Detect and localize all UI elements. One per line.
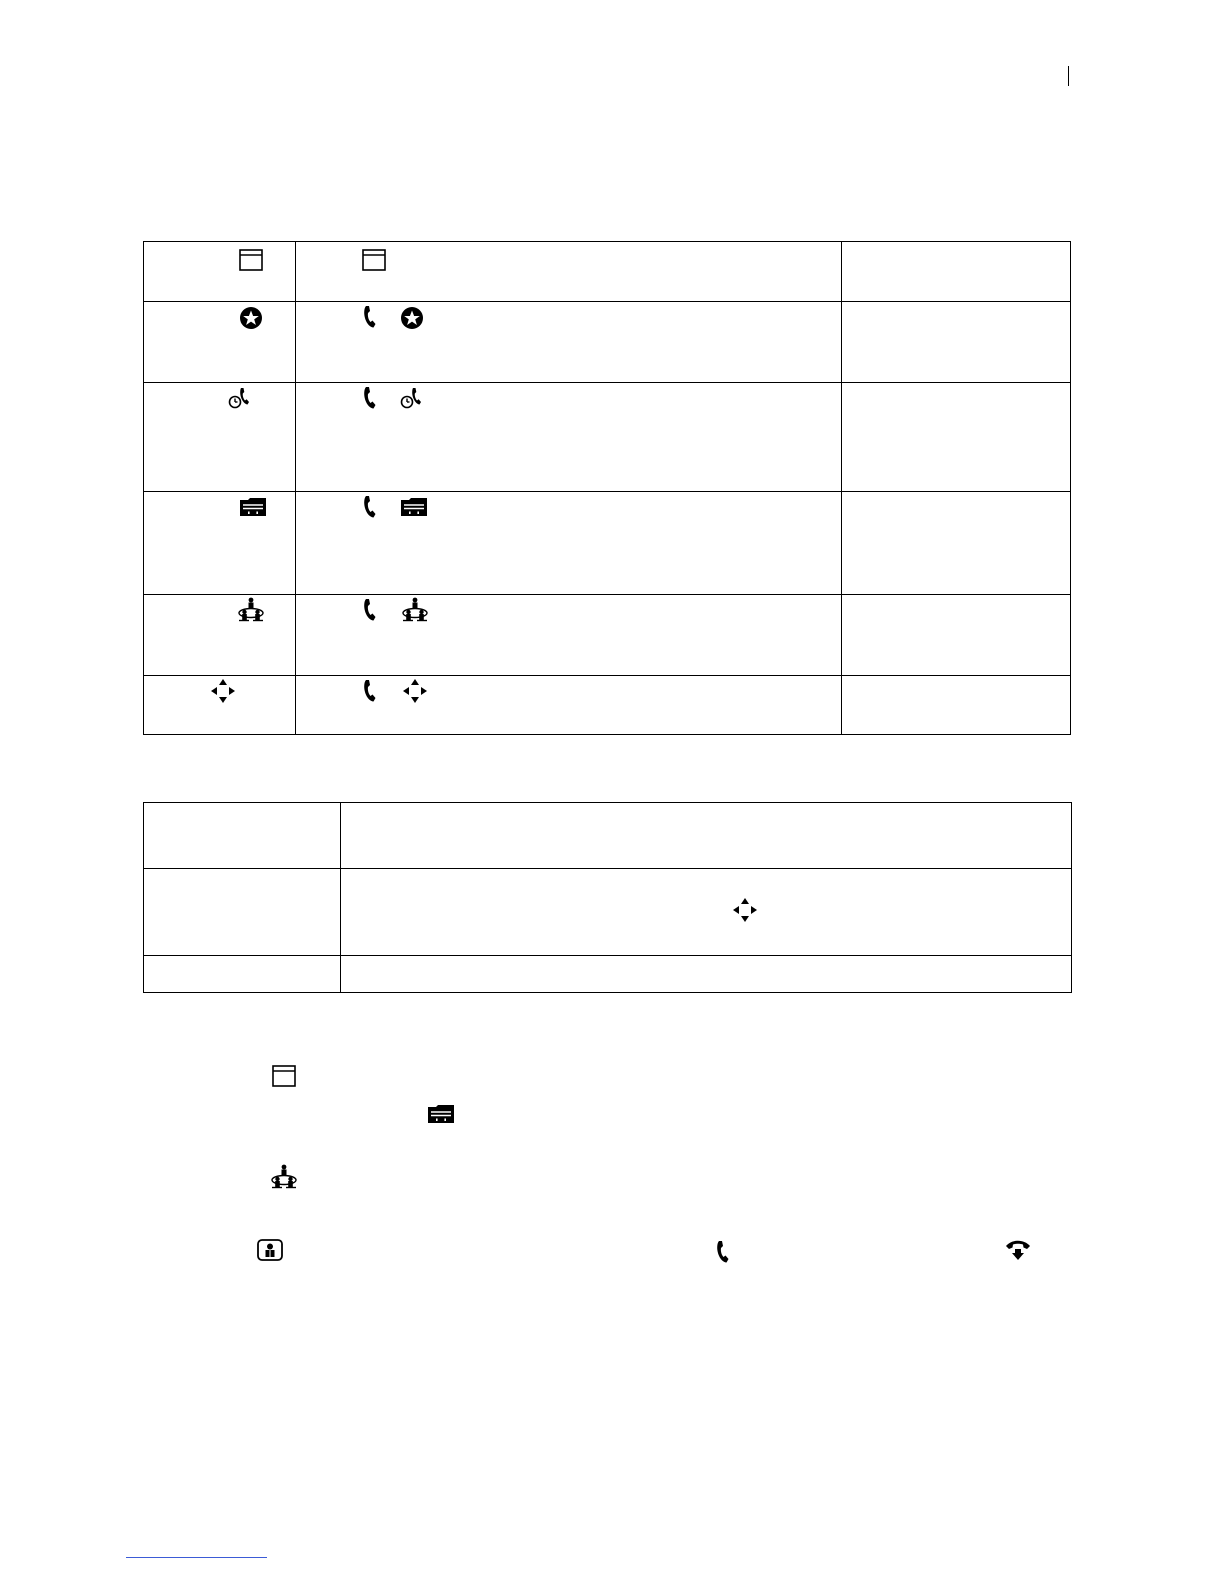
table-row (144, 302, 1071, 383)
footnote-link-underline[interactable] (126, 1557, 267, 1558)
feature-table (143, 241, 1071, 735)
feature-note-cell (842, 676, 1071, 735)
feature-note-cell (842, 302, 1071, 383)
feature-note-cell (842, 595, 1071, 676)
notes-text-cell (340, 803, 1071, 869)
feature-note-cell (842, 383, 1071, 492)
navigation-key-icon (210, 678, 236, 704)
feature-key-cell (144, 302, 296, 383)
menu-key-icon (362, 249, 386, 271)
table-row (144, 383, 1071, 492)
table-row (144, 956, 1072, 993)
notes-label-cell (144, 869, 341, 956)
notes-text-cell (340, 869, 1071, 956)
table-row (144, 492, 1071, 595)
notes-table (143, 802, 1072, 993)
feature-key-cell (144, 595, 296, 676)
call-log-icon (400, 387, 426, 409)
handset-icon (362, 679, 376, 703)
star-key-icon (400, 306, 424, 330)
handset-icon (362, 495, 376, 519)
feature-key-cell (144, 383, 296, 492)
feature-sequence-cell (295, 302, 841, 383)
menu-key-icon (272, 1065, 296, 1087)
notes-label-cell (144, 803, 341, 869)
contact-card-icon (257, 1239, 283, 1261)
feature-note-cell (842, 242, 1071, 302)
handset-icon (362, 386, 376, 410)
star-key-icon (239, 306, 263, 330)
call-log-icon (228, 387, 254, 409)
conference-icon (270, 1164, 298, 1190)
handset-icon (715, 1240, 729, 1264)
page-margin-marker (1068, 66, 1069, 86)
conference-icon (401, 597, 429, 623)
conference-icon (237, 597, 265, 623)
handset-icon (362, 305, 376, 329)
table-row (144, 803, 1072, 869)
table-row (144, 242, 1071, 302)
directory-icon (400, 497, 428, 517)
menu-key-icon (239, 249, 263, 271)
directory-icon (427, 1104, 455, 1124)
handset-icon (362, 598, 376, 622)
table-row (144, 676, 1071, 735)
table-row (144, 595, 1071, 676)
feature-sequence-cell (295, 492, 841, 595)
notes-label-cell (144, 956, 341, 993)
hang-up-icon (1005, 1239, 1031, 1261)
feature-sequence-cell (295, 595, 841, 676)
navigation-key-icon (732, 897, 758, 923)
table-row (144, 869, 1072, 956)
feature-key-cell (144, 676, 296, 735)
feature-sequence-cell (295, 676, 841, 735)
navigation-key-icon (402, 678, 428, 704)
feature-note-cell (842, 492, 1071, 595)
directory-icon (239, 497, 267, 517)
feature-sequence-cell (295, 383, 841, 492)
notes-text-cell (340, 956, 1071, 993)
feature-key-cell (144, 492, 296, 595)
feature-sequence-cell (295, 242, 841, 302)
feature-key-cell (144, 242, 296, 302)
